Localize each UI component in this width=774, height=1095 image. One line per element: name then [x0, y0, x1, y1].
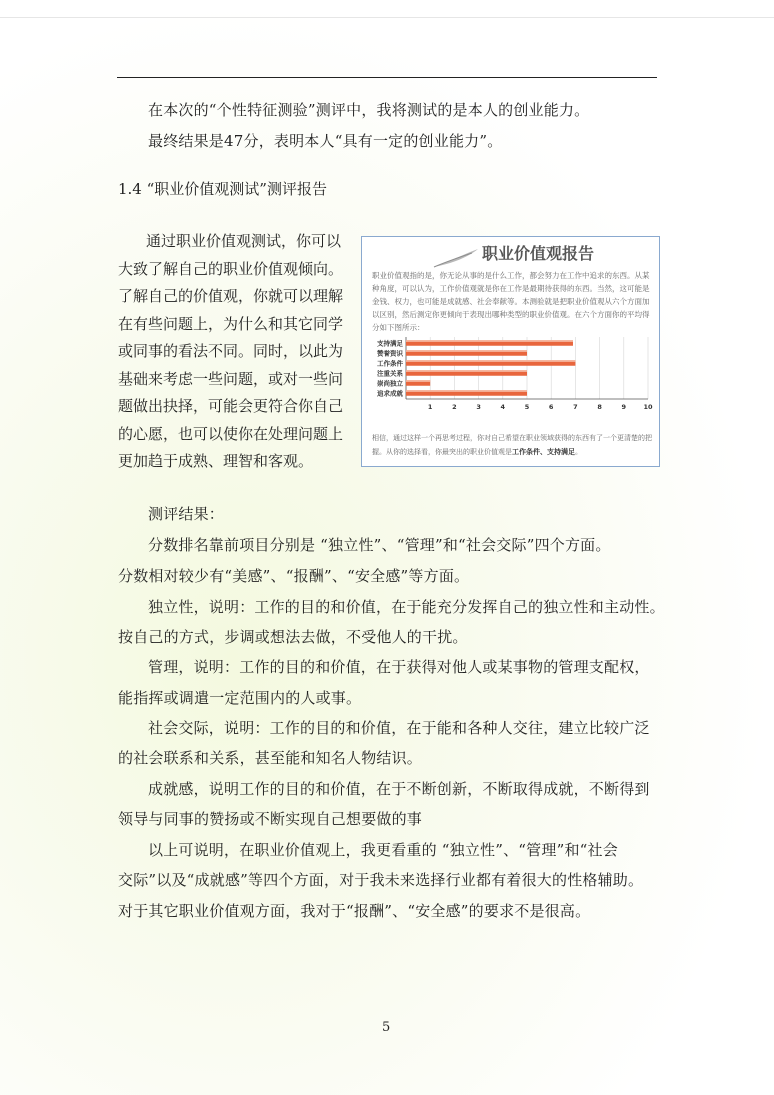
chart-bar-highlight — [406, 380, 430, 382]
result-paragraph: 能指挥或调遣一定范围内的人或事。 — [118, 689, 362, 707]
report-conclusion-text: 相信，通过这样一个再思考过程，你对自己希望在职业领域获得的东西有了一个更清楚的把握。从你的选择看，你最突出的职业价值观是 — [372, 434, 652, 456]
chart-bar-highlight — [406, 390, 527, 392]
result-paragraph: 分数排名靠前项目分别是 “独立性”、“管理”和“社会交际”四个方面。 — [148, 536, 611, 554]
value-bar-chart — [362, 333, 659, 423]
result-paragraph: 成就感，说明工作的目的和价值，在于不断创新，不断取得成就，不断得到 — [148, 780, 650, 798]
chart-tick-label: 8 — [597, 403, 602, 411]
result-paragraph: 按自己的方式，步调或想法去做，不受他人的干扰。 — [118, 628, 468, 646]
chart-category-label: 工作条件 — [377, 359, 403, 368]
chart-tick-label: 5 — [524, 403, 530, 411]
chart-category-label: 支持满足 — [377, 339, 403, 348]
header-rule — [117, 77, 657, 78]
chart-category-label: 追求成就 — [377, 389, 403, 398]
side-line: 大致了解自己的职业价值观倾向。 — [118, 259, 344, 278]
conclusion-paragraph: 以上可说明，在职业价值观上，我更看重的 “独立性”、“管理”和“社会 — [148, 841, 618, 859]
result-paragraph: 分数相对较少有“美感”、“报酬”、“安全感”等方面。 — [118, 567, 470, 585]
chart-tick-label: 1 — [427, 403, 433, 411]
side-line: 题做出抉择，可能会更符合你自己 — [118, 397, 344, 415]
result-paragraph: 领导与同事的赞扬或不断实现自己想要做的事 — [118, 810, 423, 828]
side-line: 通过职业价值观测试，你可以 — [146, 232, 342, 250]
chart-category-label: 注重关系 — [377, 369, 403, 378]
chart-tick-label: 4 — [500, 403, 506, 411]
chart-bar-highlight — [406, 370, 527, 372]
result-label: 测评结果： — [148, 505, 225, 523]
chart-bar-highlight — [406, 360, 575, 362]
side-line: 在有些问题上，为什么和其它同学 — [118, 314, 344, 333]
report-intro: 职业价值观指的是，你无论从事的是什么工作，都会努力在工作中追求的东西。从某种角度，可以认为，工作价值观就是你在工作是最期待获得的东西。当然，这可能是金钱、权力，也可能是成就感、社会奉献等。本测验就是把职业价值观从六个方面加以区别，然后测定你更倾向于表现出哪种类型的职业价值观。在六个方面你的平均得分如下图所示： — [372, 271, 650, 332]
side-line: 或同事的看法不同。同时，以此为 — [118, 342, 344, 360]
result-paragraph: 的社会联系和关系，甚至能和知名人物结识。 — [118, 749, 423, 767]
conclusion-paragraph: 交际”以及“成就感”等四个方面，对于我未来选择行业都有着很大的性格辅助。 — [118, 871, 644, 889]
chart-tick-label: 9 — [621, 403, 627, 411]
chart-tick-label: 10 — [643, 403, 653, 411]
chart-tick-label: 2 — [452, 403, 457, 411]
career-value-report-figure — [361, 236, 660, 467]
chart-category-label: 崇尚独立 — [377, 379, 403, 388]
chart-tick-label: 3 — [476, 403, 481, 411]
report-conclusion — [372, 431, 654, 459]
chart-bar-highlight — [406, 350, 527, 352]
report-title: 职业价值观报告 — [482, 244, 595, 263]
chart-bar-highlight — [406, 340, 573, 342]
side-line: 的心愿，也可以使你在处理问题上 — [118, 424, 344, 443]
result-paragraph: 管理，说明：工作的目的和价值，在于获得对他人或某事物的管理支配权， — [148, 658, 650, 676]
result-paragraph: 独立性，说明：工作的目的和价值，在于能充分发挥自己的独立性和主动性。 — [148, 598, 665, 616]
paragraph-intro-2: 最终结果是47分，表明本人“具有一定的创业能力”。 — [148, 132, 503, 150]
side-paragraph — [118, 228, 356, 476]
side-line: 基础来考虑一些问题，或对一些问 — [118, 369, 344, 388]
side-line: 更加趋于成熟、理智和客观。 — [118, 452, 314, 470]
section-heading: 1.4 “职业价值观测试”测评报告 — [118, 180, 327, 198]
chart-category-label: 赞誉资识 — [377, 349, 403, 358]
result-paragraph: 社会交际，说明：工作的目的和价值，在于能和各种人交往，建立比较广泛 — [148, 719, 650, 737]
conclusion-paragraph: 对于其它职业价值观方面，我对于“报酬”、“安全感”的要求不是很高。 — [118, 902, 591, 920]
chart-tick-label: 7 — [573, 403, 578, 411]
report-conclusion-highlight: 工作条件、支持满足 — [512, 447, 575, 456]
side-line: 了解自己的价值观，你就可以理解 — [118, 287, 344, 305]
paragraph-intro-1: 在本次的“个性特征测验”测评中，我将测试的是本人的创业能力。 — [148, 101, 590, 119]
page-top-border — [0, 17, 774, 18]
chart-tick-label: 6 — [548, 403, 554, 411]
report-conclusion-end: 。 — [575, 448, 582, 456]
feather-pen-icon — [432, 247, 480, 269]
page-number: 5 — [382, 1020, 391, 1035]
